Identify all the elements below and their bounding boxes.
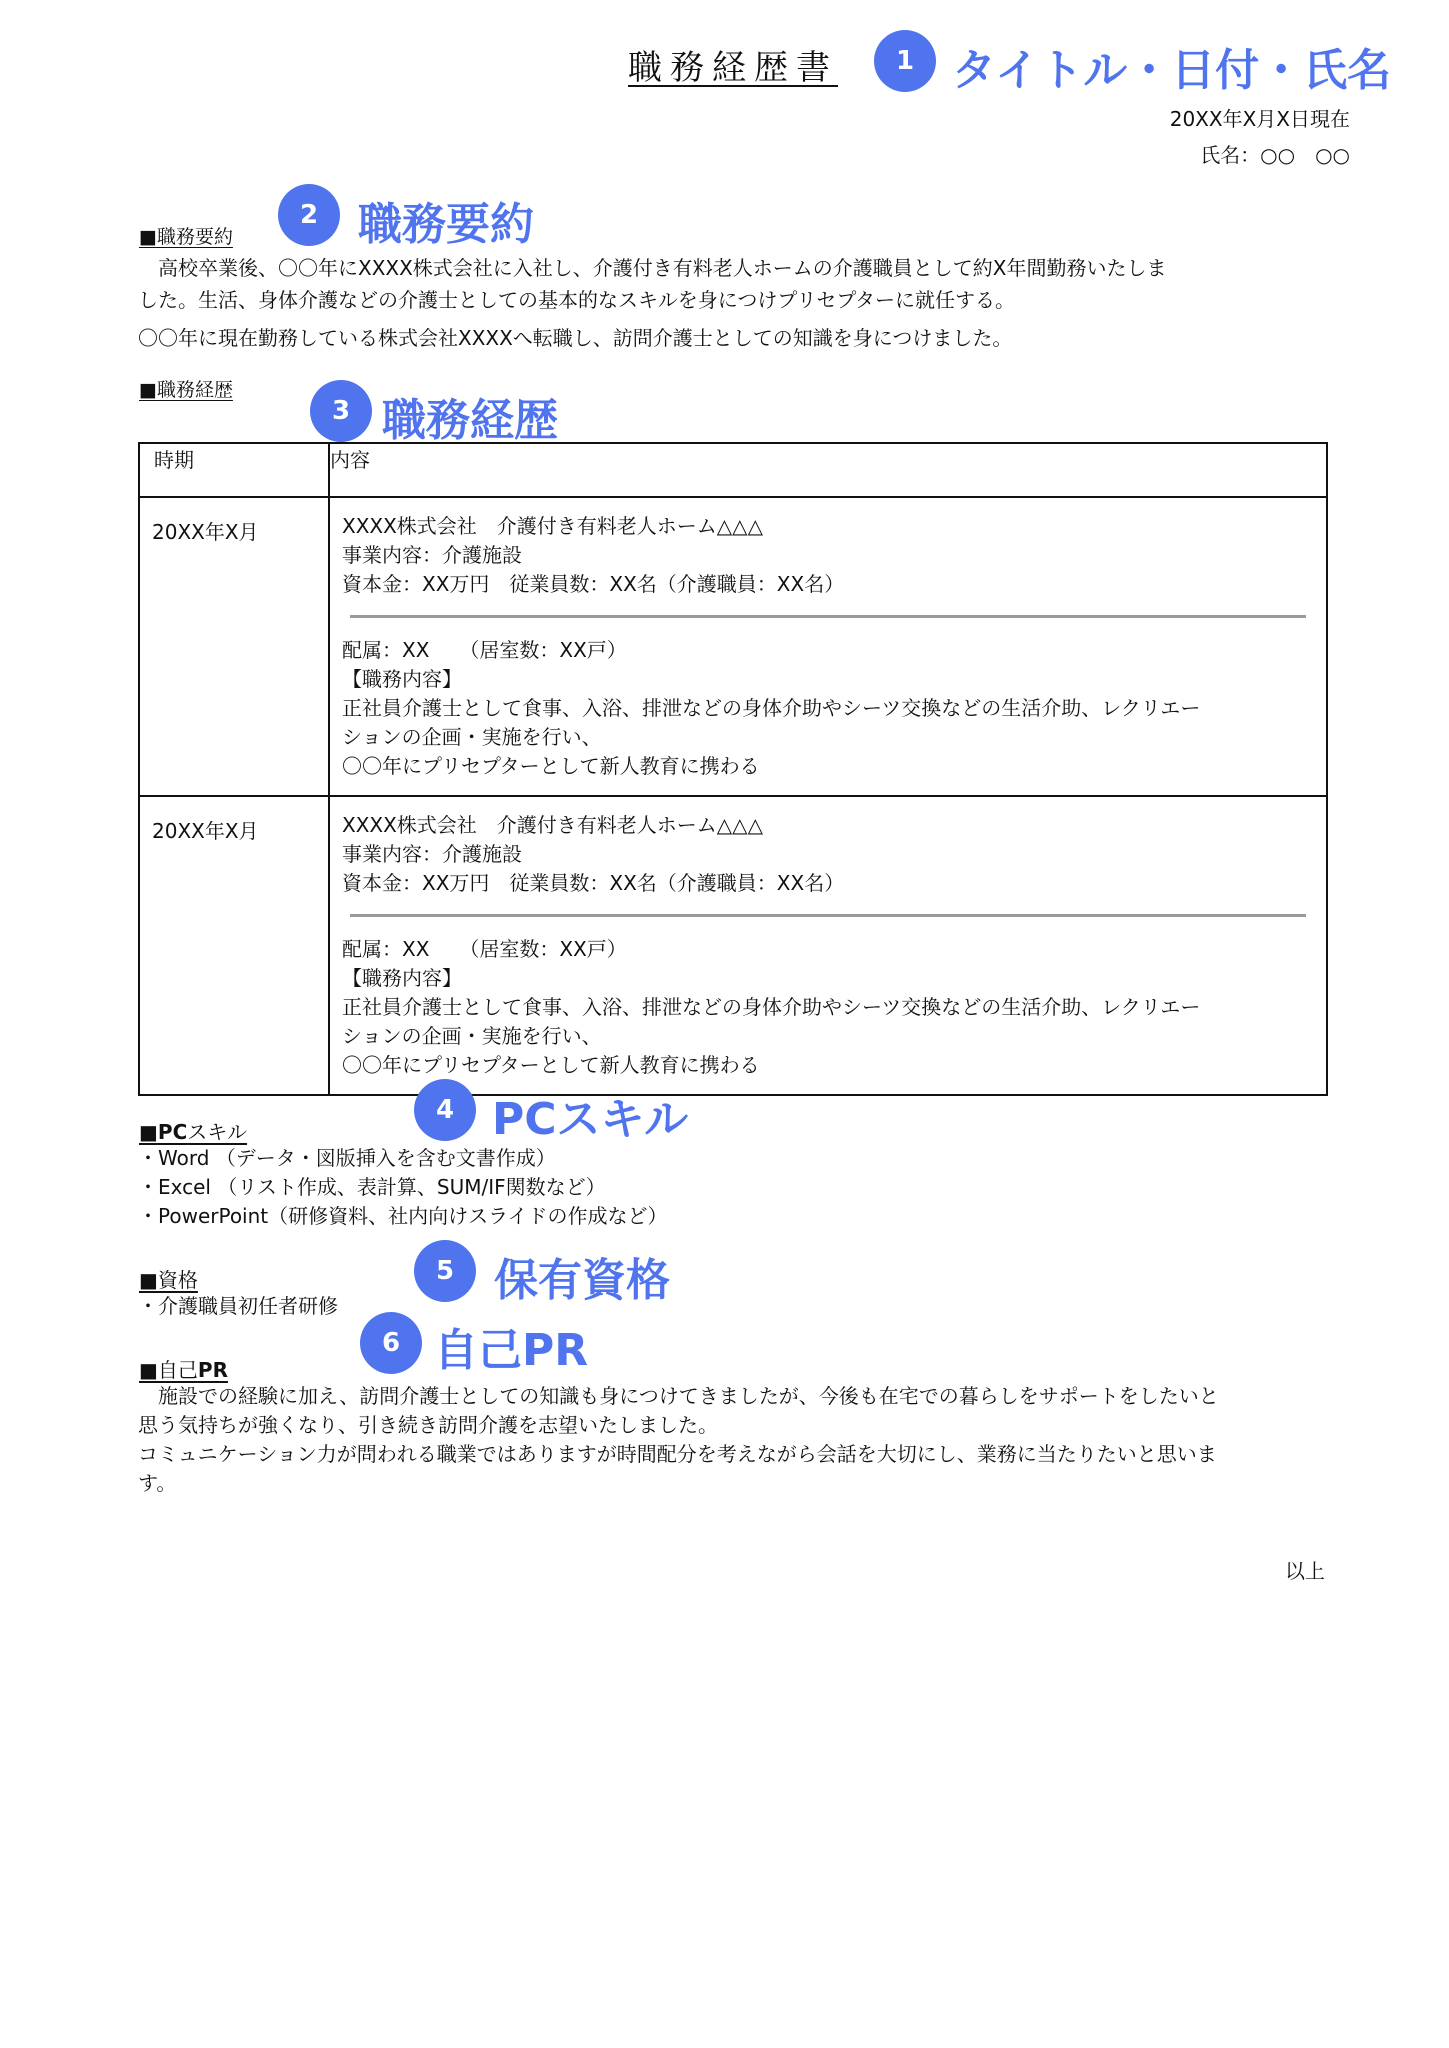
self-pr-line: コミュニケーション力が問われる職業ではありますが時間配分を考えながら会話を大切にし、業務に当たりたいと思いま [138,1442,1217,1466]
career-duties: 〇〇年にプリセプターとして新人教育に携わる [342,754,760,778]
qualifications-list [138,1292,338,1321]
annotation-badge-4: 4 [414,1079,476,1141]
annotation-badge-6: 6 [360,1312,422,1374]
document-date: 20XX年X月X日現在 [1169,107,1350,131]
list-item: ・介護職員初任者研修 [138,1294,338,1318]
qualifications-heading: ■資格 [139,1268,198,1292]
career-table-header [139,443,1327,497]
summary-line: 高校卒業後、〇〇年にXXXX株式会社に入社し、介護付き有料老人ホームの介護職員として約X年間勤務いたしま [138,256,1167,280]
career-table [138,442,1328,1096]
career-business: 事業内容：介護施設 [342,543,522,567]
document-title: 職務経歴書 [628,48,838,88]
self-pr-heading-bold: PR [197,1358,228,1382]
self-pr-line: す。 [138,1471,177,1495]
annotation-label-4: PCスキル [492,1094,689,1145]
career-duties-label: 【職務内容】 [342,667,462,691]
pc-skills-heading [139,1116,247,1145]
career-company: XXXX株式会社 介護付き有料老人ホーム△△△ [342,813,763,837]
career-divider [350,914,1306,917]
career-duties: 〇〇年にプリセプターとして新人教育に携わる [342,1053,760,1077]
career-content [329,497,1327,796]
self-pr-heading [139,1354,228,1383]
summary-line: した。生活、身体介護などの介護士としての基本的なスキルを身につけプリセプターに就任する。 [138,288,1015,312]
career-duties: 正社員介護士として食事、入浴、排泄などの身体介助やシーツ交換などの生活介助、レクリエー [342,995,1201,1019]
career-dept: 配属：XX （居室数：XX戸） [342,937,627,961]
career-capital: 資本金：XX万円 従業員数：XX名（介護職員：XX名） [342,572,845,596]
career-duties: 正社員介護士として食事、入浴、排泄などの身体介助やシーツ交換などの生活介助、レクリエー [342,696,1201,720]
annotation-label-2: 職務要約 [358,199,534,250]
applicant-name: 氏名：○○ ○○ [1200,143,1350,167]
career-row [139,497,1327,796]
annotation-badge-5: 5 [414,1240,476,1302]
career-period: 20XX年X月 [139,497,329,796]
pc-skills-heading-bold: PC [157,1120,188,1144]
career-dept: 配属：XX （居室数：XX戸） [342,638,627,662]
career-period: 20XX年X月 [139,796,329,1095]
self-pr-line: 施設での経験に加え、訪問介護士としての知識も身につけてきましたが、今後も在宅での暮らしをサポートをしたいと [138,1384,1219,1408]
annotation-label-1: タイトル・日付・氏名 [952,45,1392,96]
pc-skills-heading-prefix: ■ [139,1120,158,1144]
summary-body [138,252,1338,354]
career-duties: ションの企画・実施を行い、 [342,1024,602,1048]
list-item: ・Excel （リスト作成、表計算、SUM/IF関数など） [138,1175,606,1199]
summary-heading: ■職務要約 [139,226,233,248]
career-col-period: 時期 [139,443,329,497]
self-pr-line: 思う気持ちが強くなり、引き続き訪問介護を志望いたしました。 [138,1413,718,1437]
annotation-badge-3: 3 [310,380,372,442]
closing-text: 以上 [1285,1559,1325,1583]
annotation-badge-2: 2 [278,184,340,246]
pc-skills-list [138,1144,668,1231]
self-pr-heading-prefix: ■自己 [139,1358,198,1382]
annotation-label-3: 職務経歴 [382,395,558,446]
pc-skills-heading-rest: スキル [187,1120,248,1144]
annotation-label-6: 自己PR [434,1325,589,1376]
career-business: 事業内容：介護施設 [342,842,522,866]
career-duties-label: 【職務内容】 [342,966,462,990]
career-col-content: 内容 [329,443,1327,497]
summary-line: 〇〇年に現在勤務している株式会社XXXXへ転職し、訪問介護士としての知識を身につけました。 [138,326,1013,350]
list-item: ・PowerPoint（研修資料、社内向けスライドの作成など） [138,1204,668,1228]
career-content [329,796,1327,1095]
annotation-badge-1: 1 [874,30,936,92]
career-company: XXXX株式会社 介護付き有料老人ホーム△△△ [342,514,763,538]
career-row [139,796,1327,1095]
annotation-label-5: 保有資格 [494,1255,670,1306]
career-divider [350,615,1306,618]
career-duties: ションの企画・実施を行い、 [342,725,602,749]
career-heading: ■職務経歴 [139,379,233,401]
career-capital: 資本金：XX万円 従業員数：XX名（介護職員：XX名） [342,871,845,895]
self-pr-body [138,1382,1219,1498]
list-item: ・Word （データ・図版挿入を含む文書作成） [138,1146,556,1170]
